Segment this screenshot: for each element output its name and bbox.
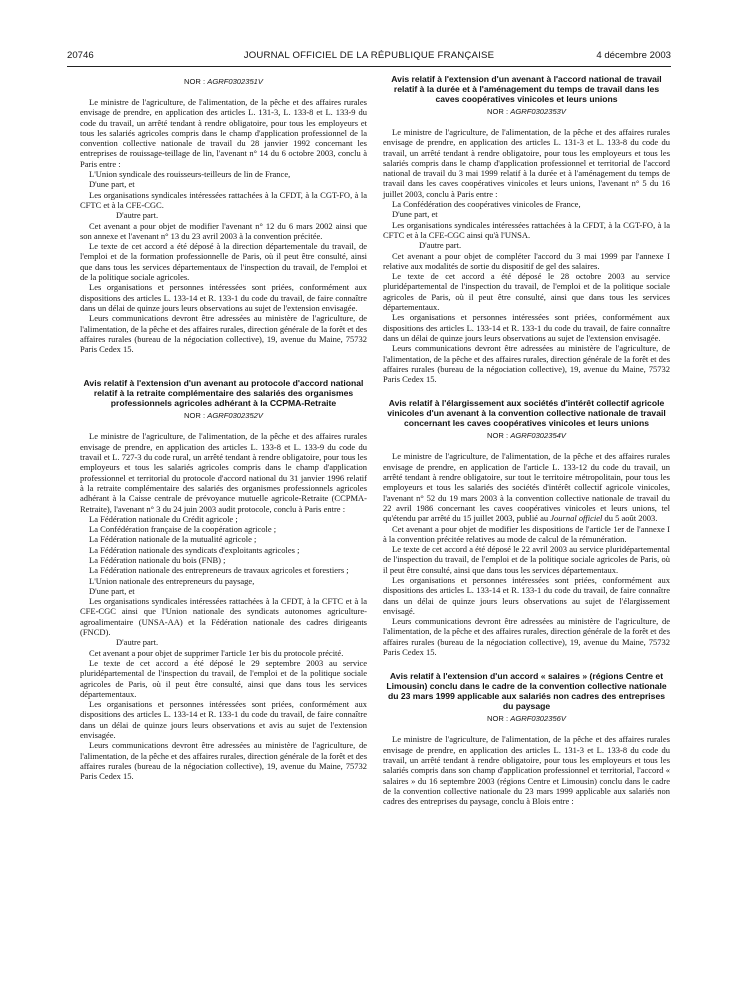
nor-reference: NOR : AGRF0302354V bbox=[487, 431, 566, 441]
paragraph: D'une part, et bbox=[89, 179, 135, 190]
paragraph: Le texte de cet accord a été déposé à la direction départementale du travail, de l'emploi et de la formation professionnelle de Paris, où il peut être consulté, ainsi que dans tous les services départementaux de l'inspection du travail, de l'emploi et de la politique sociale agricoles. bbox=[80, 241, 367, 283]
paragraph: La Fédération nationale du bois (FNB) ; bbox=[89, 554, 226, 565]
paragraph: Le texte de cet accord a été déposé le 22 avril 2003 au service pluridépartemental de l'inspection du travail, de l'emploi et de la politique sociale agricoles de Paris, où il peut être consulté, ainsi que dans tous les services départementaux. bbox=[383, 544, 670, 575]
paragraph: Cet avenant a pour objet de modifier les dispositions de l'article 1er de l'annexe I à la convention précitée relatives au mode de calcul de la rémunération. bbox=[383, 523, 670, 544]
paragraph: Les organisations et personnes intéressées sont priées, conformément aux dispositions des articles L. 133-14 et R. 133-1 du code du travail, de faire connaître dans un délai de quinze jours leurs observations et avis au sujet de l'extension envisagée. bbox=[80, 699, 367, 741]
journal-officiel-ref: Journal officiel bbox=[550, 513, 603, 524]
paragraph: Les organisations et personnes intéressées sont priées, conformément aux dispositions des articles L. 133-14 et R. 133-1 du code du travail, de faire connaître dans un délai de quinze jours leurs observations au sujet de l'extension envisagée. bbox=[383, 312, 670, 343]
paragraph: D'une part, et bbox=[89, 585, 135, 596]
paragraph: La Confédération française de la coopération agricole ; bbox=[89, 524, 277, 535]
paragraph: Cet avenant a pour objet de modifier l'avenant n° 12 du 6 mars 2002 ainsi que son annexe et l'avenant n° 13 du 23 avril 2003 à la convention précitée. bbox=[80, 220, 367, 241]
notice-title: Avis relatif à l'élargissement aux sociétés d'intérêt collectif agricole vinicoles d'un avenant à la convention collective nationale de travail concernant les caves coopératives vinicoles et leurs unions bbox=[387, 398, 666, 429]
paragraph: La Fédération nationale de la mutualité agricole ; bbox=[89, 534, 257, 545]
nor-reference: NOR : AGRF0302356V bbox=[487, 714, 566, 724]
notice-title: Avis relatif à l'extension d'un accord « salaires » (régions Centre et Limousin) conclu dans le cadre de la convention collective nationale du 23 mars 1999 applicable aux salariés non cadres des entreprises du paysage bbox=[386, 671, 667, 712]
paragraph: Les organisations syndicales intéressées rattachées à la CFDT, à la CFTC et à la CFE-CGC ainsi que l'Union nationale des syndicats autonomes agriculture-agroalimentaire (UNSA-AA) et la Fédération nationale des cadres dirigeants (FNCD). bbox=[80, 596, 367, 638]
paragraph: D'autre part. bbox=[116, 637, 159, 648]
nor-reference: NOR : AGRF0302352V bbox=[184, 411, 263, 421]
paragraph: Le ministre de l'agriculture, de l'alimentation, de la pêche et des affaires rurales envisage de prendre, en application des articles L. 131-3 et L. 133-8 du code du travail, un arrêté tendant à rendre obligatoire, pour tous les employeurs et tous les salariés compris dans le champ d'application professionnel et territorial de l'accord national de travail du 3 mai 1999 relatif à la durée et à l'aménagement du temps de travail dans les caves coopératives vinicoles et leurs unions, l'avenant n° 5 du 16 juillet 2003, conclu à Paris entre : bbox=[383, 127, 670, 199]
paragraph: Leurs communications devront être adressées au ministère de l'agriculture, de l'alimentation, de la pêche et des affaires rurales, direction générale de la forêt et des affaires rurales (bureau de la négociation collective), 19, avenue du Maine, 75732 Paris Cedex 15. bbox=[383, 343, 670, 385]
notice-sica-vinicoles bbox=[383, 398, 670, 657]
paragraph: Le texte de cet accord a été déposé le 28 octobre 2003 au service pluridépartemental de l'inspection du travail, de l'emploi et de la politique sociale agricoles de Paris, où il peut être consulté, ainsi que dans tous les services départementaux. bbox=[383, 271, 670, 313]
notice-caves-temps-travail bbox=[383, 74, 670, 384]
paragraph: Les organisations et personnes intéressées sont priées, conformément aux dispositions des articles L. 133-14 et R. 133-1 du code du travail, de faire connaître dans un délai de quinze jours leurs observations au sujet de l'élargissement envisagé. bbox=[383, 574, 670, 616]
page-number: 20746 bbox=[67, 50, 94, 61]
paragraph: Le ministre de l'agriculture, de l'alimentation, de la pêche et des affaires rurales envisage de prendre, en application des articles L. 133-8 et L. 133-9 du code du travail et L. 727-3 du code rural, un arrêté tendant à rendre obligatoire, pour tous les employeurs et tous les salariés agricoles compris dans le champ d'application professionnel et territorial du protocole d'accord national du 31 janvier 1996 relatif à la retraite complémentaire des salariés des organismes professionnels agricoles adhérant à la Caisse centrale de prévoyance mutuelle agricole-Retraite (CCPMA-Retraite), l'avenant n° 3 du 24 juin 2003 audit protocole, conclu à Paris entre : bbox=[80, 431, 367, 514]
paragraph: La Fédération nationale des entrepreneurs de travaux agricoles et forestiers ; bbox=[89, 565, 349, 576]
paragraph: Les organisations syndicales intéressées rattachées à la CFDT, à la CGT-FO, à la CFTC et à la CFE-CGC. bbox=[80, 189, 367, 210]
spacer bbox=[383, 657, 670, 671]
header-rule bbox=[67, 66, 671, 67]
paragraph: Les organisations et personnes intéressées sont priées, conformément aux dispositions des articles L. 133-14 et R. 133-1 du code du travail, de faire connaître dans un délai de quinze jours leurs observations au sujet de l'extension envisagée. bbox=[80, 282, 367, 313]
paragraph: D'autre part. bbox=[116, 210, 159, 221]
spacer bbox=[80, 354, 367, 378]
paragraph: Les organisations syndicales intéressées rattachées à la CFDT, à la CGT-FO, à la CFTC et à la CFE-CGC ainsi qu'à l'UNSA. bbox=[383, 219, 670, 240]
right-column bbox=[383, 74, 670, 806]
paragraph: Leurs communications devront être adressées au ministère de l'agriculture, de l'alimentation, de la pêche et des affaires rurales, direction générale de la forêt et des affaires rurales (bureau de la négociation collective), 19, avenue du Maine, 75732 Paris Cedex 15. bbox=[80, 313, 367, 355]
nor-reference: NOR : AGRF0302351V bbox=[184, 77, 263, 86]
paragraph: La Fédération nationale des syndicats d'exploitants agricoles ; bbox=[89, 544, 300, 555]
paragraph: La Fédération nationale du Crédit agricole ; bbox=[89, 513, 238, 524]
paragraph: Leurs communications devront être adressées au ministère de l'agriculture, de l'alimentation, de la pêche et des affaires rurales, direction générale de la forêt et des affaires rurales (bureau de la négociation collective), 19, avenue du Maine, 75732 Paris Cedex 15. bbox=[80, 740, 367, 782]
paragraph: Leurs communications devront être adressées au ministère de l'agriculture, de l'alimentation, de la pêche et des affaires rurales, direction générale de la forêt et des affaires rurales (bureau de la négociation collective), 19, avenue du Maine, 75732 Paris Cedex 15. bbox=[383, 616, 670, 658]
paragraph: D'une part, et bbox=[392, 209, 438, 220]
notice-rouissage bbox=[80, 76, 367, 354]
paragraph: Le ministre de l'agriculture, de l'alimentation, de la pêche et des affaires rurales envisage de prendre, en application de l'article L. 133-12 du code du travail, un arrêté tendant à rendre obligatoire, sur tout le territoire métropolitain, pour tous les employeurs et tous les salariés des sociétés d'intérêt collectif agricole vinicoles, l'avenant n° 52 du 19 mars 2003 à la convention collective nationale de travail du 22 avril 1986 concernant les caves coopératives vinicoles et leurs unions, tel qu'étendu par arrêté du 15 juillet 2003, publié au Journal officiel du 5 août 2003. bbox=[383, 451, 670, 524]
journal-title: JOURNAL OFFICIEL DE LA RÉPUBLIQUE FRANÇAISE bbox=[243, 50, 495, 61]
paragraph: D'autre part. bbox=[419, 240, 462, 251]
paragraph: Le ministre de l'agriculture, de l'alimentation, de la pêche et des affaires rurales envisage de prendre, en application des articles L. 131-3 et L. 133-8 du code du travail, un arrêté tendant à rendre obligatoire, pour tous les employeurs et tous les salariés compris dans son champ d'application professionnel et territorial, l'accord « salaires » du 16 septembre 2003 (régions Centre et Limousin) conclu dans le cadre de la convention collective nationale du 23 mars 1999 applicable aux salariés non cadres des entreprises du paysage, conclu à Blois entre : bbox=[383, 734, 670, 807]
notice-title: Avis relatif à l'extension d'un avenant à l'accord national de travail relatif à la durée et à l'aménagement du temps de travail dans les caves coopératives vinicoles et leurs unions bbox=[391, 74, 662, 104]
nor-reference: NOR : AGRF0302353V bbox=[487, 107, 566, 116]
left-column bbox=[80, 74, 367, 782]
paragraph: L'Union syndicale des rouisseurs-teilleurs de lin de France, bbox=[89, 169, 291, 180]
paragraph: Le ministre de l'agriculture, de l'alimentation, de la pêche et des affaires rurales envisage de prendre, en application des articles L. 131-3, L. 133-8 et L. 133-9 du code du travail, un arrêté tendant à rendre obligatoire, pour tous les employeurs et tous les salariés agricoles compris dans le champ d'application professionnel de la convention collective nationale de travail du 28 janvier 1992 concernant les entreprises de rouissage-teillage de lin, l'avenant n° 14 du 6 octobre 2003, conclu à Paris entre : bbox=[80, 97, 367, 169]
paragraph: Cet avenant a pour objet de compléter l'accord du 3 mai 1999 par l'annexe I relative aux modalités de sortie du dispositif de gel des salaires. bbox=[383, 250, 670, 271]
notice-title: Avis relatif à l'extension d'un avenant au protocole d'accord national relatif à la retraite complémentaire des salariés des organismes professionnels agricoles adhérant à la CCPMA-Retraite bbox=[83, 378, 364, 409]
notice-salaires-paysage bbox=[383, 671, 670, 806]
paragraph: Cet avenant a pour objet de supprimer l'article 1er bis du protocole précité. bbox=[89, 647, 344, 658]
publication-date: 4 décembre 2003 bbox=[596, 50, 671, 61]
page-header bbox=[67, 48, 671, 64]
paragraph: L'Union nationale des entrepreneurs du paysage, bbox=[89, 575, 255, 586]
paragraph: Le texte de cet accord a été déposé le 29 septembre 2003 au service pluridépartemental de l'inspection du travail, de l'emploi et de la politique sociale agricoles de Paris, où il peut être consulté, ainsi que dans tous les services départementaux. bbox=[80, 657, 367, 699]
notice-ccpma-retraite bbox=[80, 378, 367, 781]
paragraph: La Confédération des coopératives vinicoles de France, bbox=[392, 199, 581, 210]
spacer bbox=[383, 384, 670, 398]
